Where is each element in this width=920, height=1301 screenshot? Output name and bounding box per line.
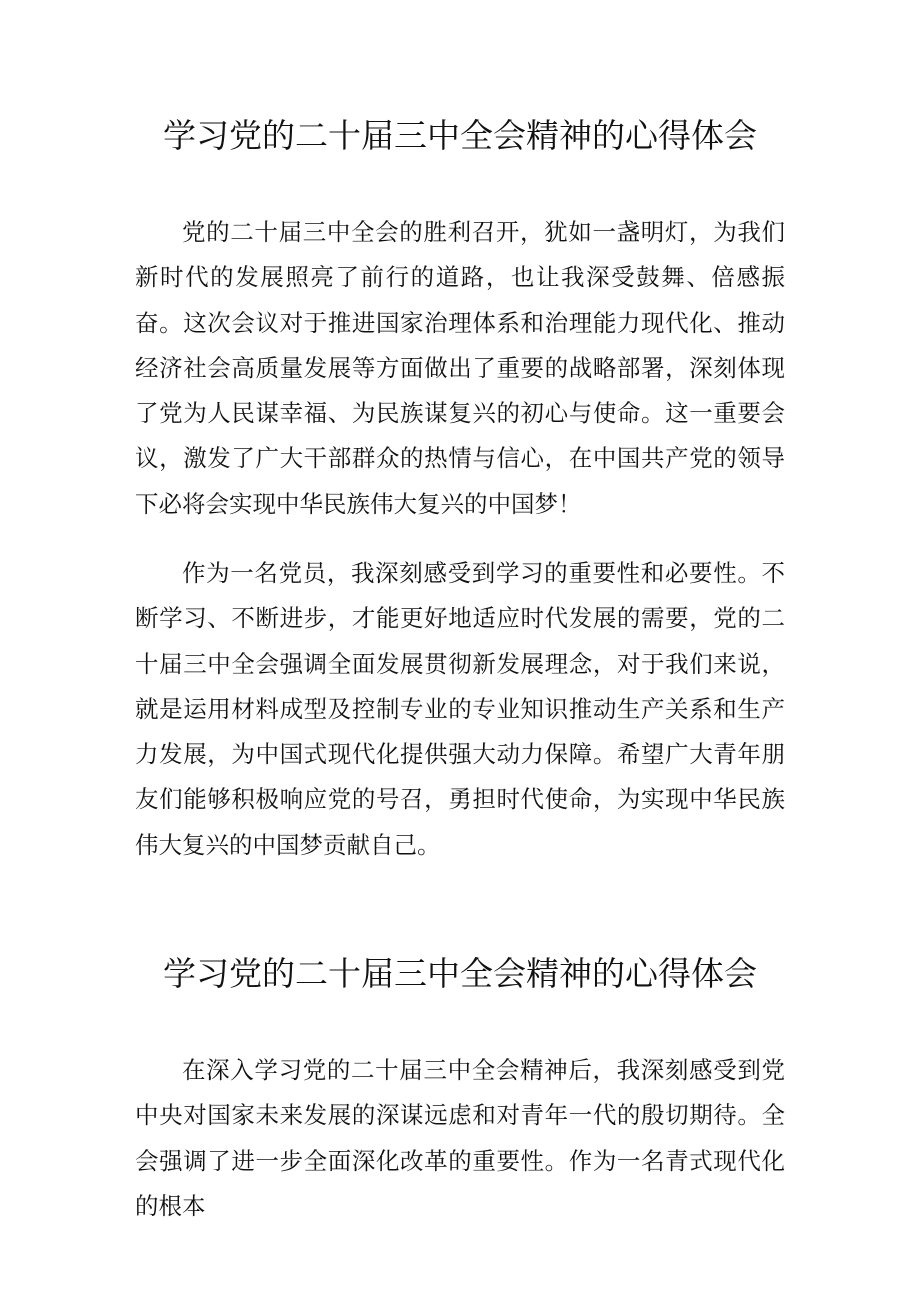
- section-2-title: 学习党的二十届三中全会精神的心得体会: [163, 954, 757, 993]
- section-1-paragraph-2: 作为一名党员，我深刻感受到学习的重要性和必要性。不断学习、不断进步，才能更好地适应时代发展的需要，党的二十届三中全会强调全面发展贯彻新发展理念，对于我们来说，就是运用材料成型及控制专业的专业知识推动生产关系和生产力发展，为中国式现代化提供强大动力保障。希望广大青年朋友们能够积极响应党的号召，勇担时代使命，为实现中华民族伟大复兴的中国梦贡献自己。: [135, 559, 785, 859]
- section-2-paragraph-1: 在深入学习党的二十届三中全会精神后，我深刻感受到党中央对国家未来发展的深谋远虑和对青年一代的殷切期待。全会强调了进一步全面深化改革的重要性。作为一名青式现代化的根本: [135, 1056, 785, 1220]
- section-1-paragraph-1: 党的二十届三中全会的胜利召开，犹如一盏明灯，为我们新时代的发展照亮了前行的道路，也让我深受鼓舞、倍感振奋。这次会议对于推进国家治理体系和治理能力现代化、推动经济社会高质量发展等方面做出了重要的战略部署，深刻体现了党为人民谋幸福、为民族谋复兴的初心与使命。这一重要会议，激发了广大干部群众的热情与信心，在中国共产党的领导下必将会实现中华民族伟大复兴的中国梦！: [135, 218, 785, 518]
- section-1-title: 学习党的二十届三中全会精神的心得体会: [163, 116, 757, 155]
